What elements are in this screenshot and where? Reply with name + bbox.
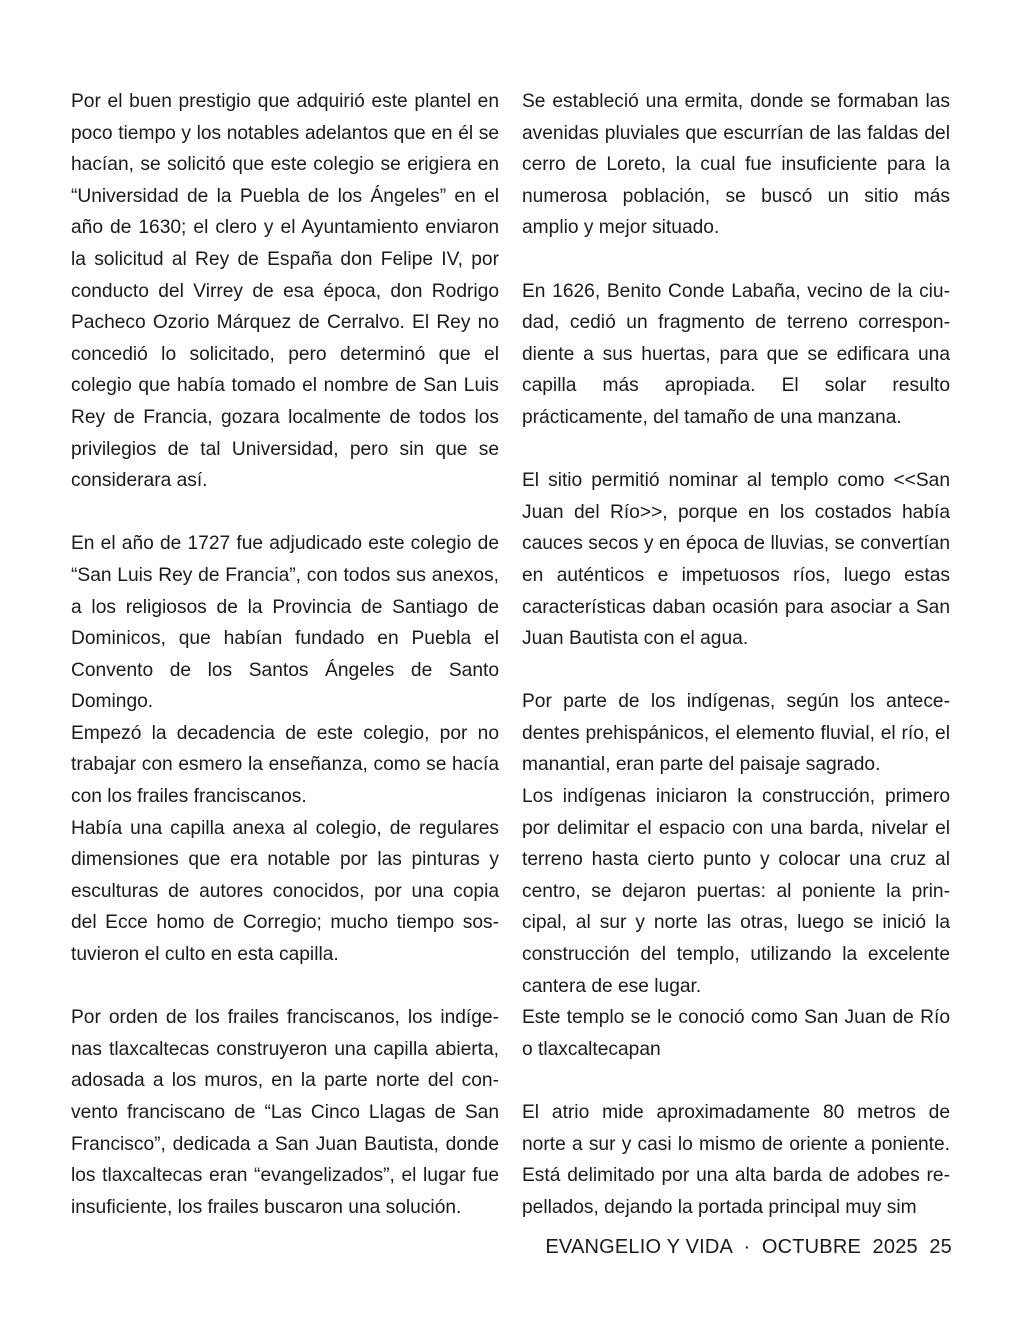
paragraph: Los indígenas iniciaron la construcción, primero por delimitar el espacio con una barda, nivelar el terreno hasta cierto punto y colocar una cruz al centro, se dejaron puertas: al poniente la principal, al sur y norte las otras, luego se inició la construcción del templo, utilizando la excelente cantera de ese lugar. xyxy=(522,786,950,997)
paragraph: Por orden de los frailes franciscanos, los indígenas tlaxcaltecas construyeron una capilla abierta, adosada a los muros, en la parte norte del convento franciscano de “Las Cinco Llagas de San Francisco”, dedicada a San Juan Bautista, donde los tlaxcaltecas eran “evangelizados”, el lugar fue insuficiente, los frailes buscaron una solución. xyxy=(71,1007,499,1218)
page-footer: EVANGELIO Y VIDA · OCTUBRE 2025 25 xyxy=(545,1236,952,1258)
paragraph: Empezó la decadencia de este colegio, por no trabajar con esmero la enseñanza, como se hacía con los frailes franciscanos. xyxy=(71,722,499,808)
paragraph: Había una capilla anexa al colegio, de regulares dimensiones que era notable por las pinturas y esculturas de autores conocidos, por una copia del Ecce homo de Corregio; mucho tiempo sostuvieron el culto en esta capilla. xyxy=(71,817,499,966)
paragraph: El atrio mide aproximadamente 80 metros de norte a sur y casi lo mismo de oriente a poniente. Está delimitado por una alta barda de adobes repellados, dejando la portada principal muy sim xyxy=(522,1102,950,1218)
paragraph: El sitio permitió nominar al templo como <<San Juan del Río>>, porque en los costados había cauces secos y en época de lluvias, se convertían en auténticos e impetuosos ríos, luego estas características daban ocasión para asociar a San Juan Bautista con el agua. xyxy=(522,470,950,650)
paragraph: Por el buen prestigio que adquirió este plantel en poco tiempo y los notables adelantos que en él se hacían, se solicitó que este colegio se erigiera en “Universidad de la Puebla de los Ángeles” en el año de 1630; el clero y el Ayuntamiento enviaron la solicitud al Rey de España don Felipe IV, por conducto del Virrey de esa época, don Rodrigo Pacheco Ozorio Márquez de Cerralvo. El Rey no concedió lo solicitado, pero determinó que el colegio que había tomado el nombre de San Luis Rey de Francia, gozara localmente de todos los privilegios de tal Universidad, pero sin que se considerara así. xyxy=(71,91,499,492)
paragraph: En el año de 1727 fue adjudicado este colegio de “San Luis Rey de Francia”, con todos sus anexos, a los religiosos de la Provincia de Santiago de Dominicos, que habían fundado en Puebla el Convento de los Santos Ángeles de Santo Domingo. xyxy=(71,533,499,713)
paragraph: Por parte de los indígenas, según los antecedentes prehispánicos, el elemento fluvial, el río, el manantial, eran parte del paisaje sagrado. xyxy=(522,691,950,776)
left-column xyxy=(71,86,499,1223)
paragraph: Este templo se le conoció como San Juan de Río o tlaxcaltecapan xyxy=(522,1007,950,1060)
paragraph: En 1626, Benito Conde Labaña, vecino de la ciudad, cedió un fragmento de terreno correspondiente a sus huertas, para que se edificara una capilla más apropiada. El solar resulto prácticamente, del tamaño de una manzana. xyxy=(522,280,950,428)
right-column xyxy=(522,86,950,1223)
paragraph: Se estableció una ermita, donde se formaban las avenidas pluviales que escurrían de las faldas del cerro de Loreto, la cual fue insuficiente para la numerosa población, se buscó un sitio más amplio y mejor situado. xyxy=(522,91,950,239)
